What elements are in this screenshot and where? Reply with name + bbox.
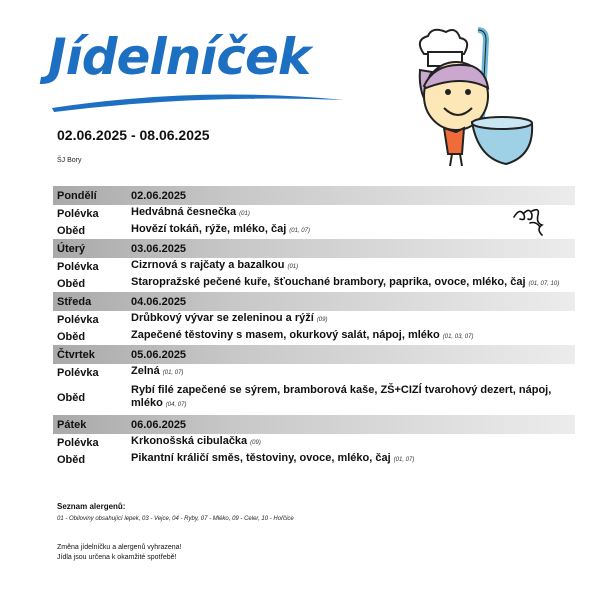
day-name: Pondělí <box>57 189 97 202</box>
menu-row <box>53 381 575 415</box>
day-name: Čtvrtek <box>57 348 95 361</box>
chef-illustration-icon <box>402 26 547 171</box>
meal-text: Drůbkový vývar se zeleninou a rýží (09) <box>131 312 328 324</box>
menu-row <box>53 205 575 222</box>
allergen-list: 01 - Obiloviny obsahující lepek, 03 - Vejce, 04 - Ryby, 07 - Mléko, 09 - Celer, 10 - Hořčice <box>57 516 294 522</box>
row-label: Polévka <box>57 260 99 273</box>
date-range: 02.06.2025 - 08.06.2025 <box>57 127 210 143</box>
day-header-friday <box>53 415 575 434</box>
menu-row <box>53 451 575 468</box>
scribble-signature-icon <box>512 205 548 239</box>
menu-row <box>53 364 575 381</box>
day-header-tuesday <box>53 239 575 258</box>
meal-text: Pikantní králičí směs, těstoviny, ovoce, mléko, čaj (01, 07) <box>131 452 415 464</box>
day-date: 03.06.2025 <box>131 242 187 255</box>
allergen-codes: (01, 07) <box>162 370 184 376</box>
day-header-thursday <box>53 345 575 364</box>
row-label: Oběd <box>57 330 86 343</box>
day-date: 05.06.2025 <box>131 348 187 361</box>
day-name: Pátek <box>57 418 87 431</box>
row-label: Oběd <box>57 277 86 290</box>
allergen-codes: (09) <box>250 440 261 446</box>
meal-text: Krkonošská cibulačka (09) <box>131 435 261 447</box>
menu-row <box>53 258 575 275</box>
meal-text: Zelná (01, 07) <box>131 365 184 377</box>
day-date: 06.06.2025 <box>131 418 187 431</box>
day-header-wednesday <box>53 292 575 311</box>
day-header-monday <box>53 186 575 205</box>
allergen-codes: (01, 07) <box>289 228 310 234</box>
day-date: 04.06.2025 <box>131 295 187 308</box>
row-label: Oběd <box>57 392 86 404</box>
allergen-codes: (01, 03, 07) <box>442 334 474 340</box>
allergen-codes: (01, 07) <box>393 457 415 463</box>
row-label: Oběd <box>57 224 86 237</box>
meal-text: Hovězí tokáň, rýže, mléko, čaj (01, 07) <box>131 223 310 235</box>
allergen-codes: (01, 07, 10) <box>528 281 560 287</box>
notice-line: Jídla jsou určena k okamžité spotřebě! <box>57 554 177 561</box>
allergen-codes: (04, 07) <box>165 402 187 408</box>
day-name: Úterý <box>57 242 86 255</box>
notice-line: Změna jídelníčku a alergenů vyhrazena! <box>57 544 182 551</box>
meal-text: Rybí filé zapečené se sýrem, bramborová kaše, ZŠ+CIZÍ tvarohový dezert, nápoj, mléko (04, 07) <box>131 384 552 409</box>
logo <box>48 28 348 120</box>
menu-row <box>53 275 575 292</box>
row-label: Oběd <box>57 453 86 466</box>
weekly-menu <box>53 186 575 468</box>
row-label: Polévka <box>57 436 99 449</box>
canteen-name: ŠJ Bory <box>57 157 82 164</box>
allergen-codes: (01) <box>239 211 250 217</box>
menu-row <box>53 328 575 345</box>
menu-row <box>53 222 575 239</box>
allergen-codes: (01) <box>287 264 299 270</box>
row-label: Polévka <box>57 207 99 220</box>
logo-text: Jídelníček <box>48 28 311 86</box>
menu-row <box>53 434 575 451</box>
allergen-list-title: Seznam alergenů: <box>57 502 126 511</box>
day-name: Středa <box>57 295 92 308</box>
menu-row <box>53 311 575 328</box>
meal-text: Staropražské pečené kuře, šťouchané brambory, paprika, ovoce, mléko, čaj (01, 07, 10) <box>131 276 560 288</box>
logo-swoosh-icon <box>48 90 348 114</box>
meal-text: Zapečené těstoviny s masem, okurkový salát, nápoj, mléko (01, 03, 07) <box>131 329 474 341</box>
row-label: Polévka <box>57 366 99 379</box>
notice <box>57 543 182 563</box>
row-label: Polévka <box>57 313 99 326</box>
meal-text: Cizrnová s rajčaty a bazalkou (01) <box>131 259 299 271</box>
allergen-codes: (09) <box>316 317 328 323</box>
meal-text: Hedvábná česnečka (01) <box>131 206 250 218</box>
day-date: 02.06.2025 <box>131 189 187 202</box>
